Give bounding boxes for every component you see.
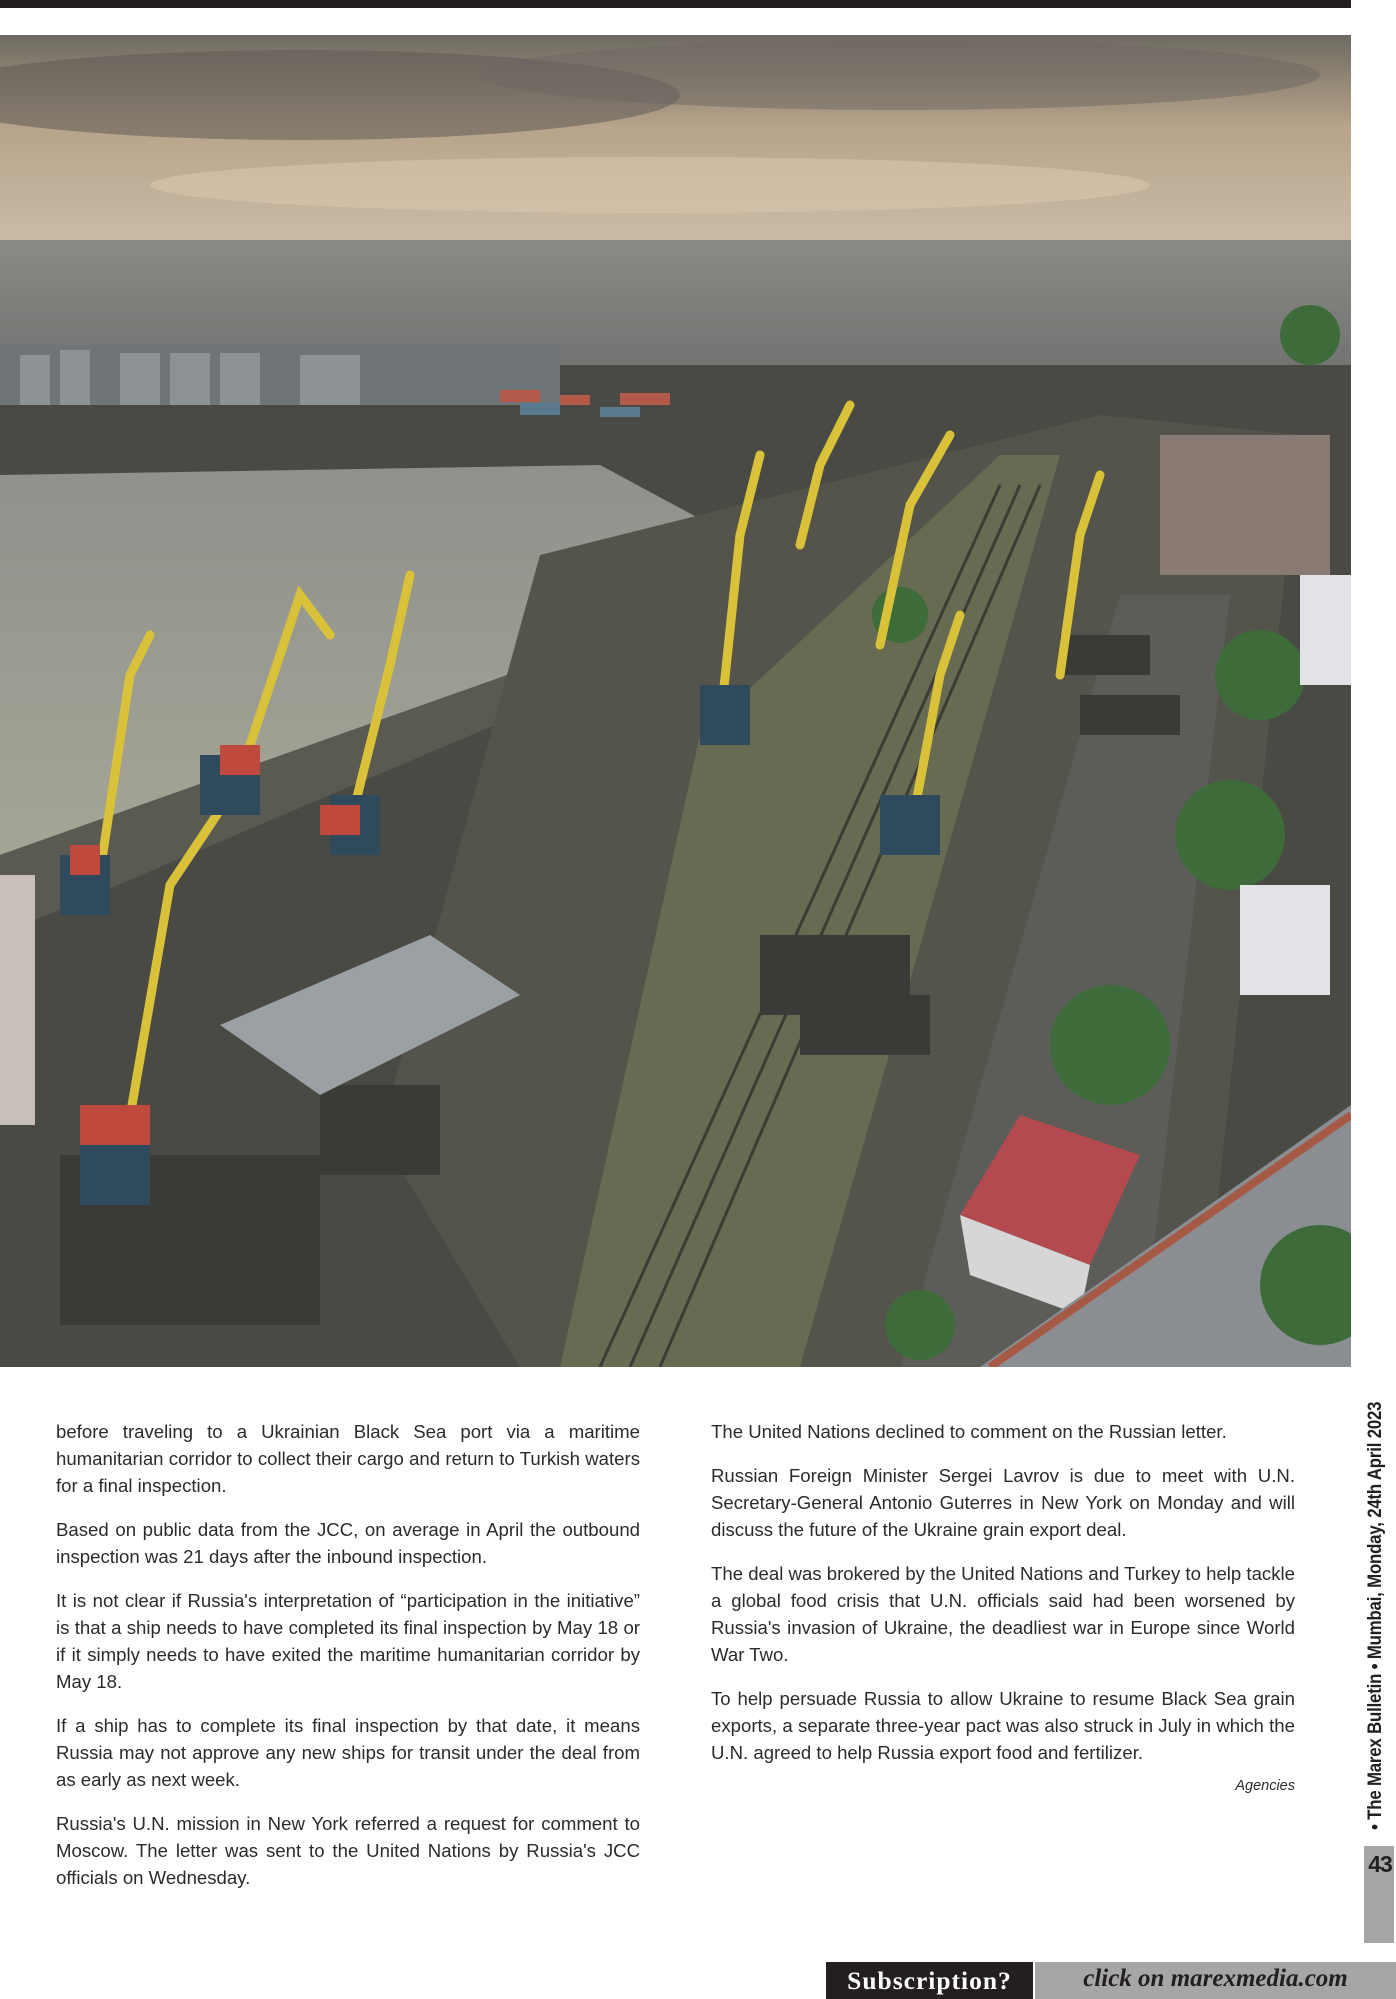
article-left-column — [56, 1418, 640, 1908]
subscription-link[interactable]: click on marexmedia.com — [1035, 1962, 1396, 1999]
publication-sidebar: • The Marex Bulletin • Mumbai, Monday, 24th April 2023 — [1364, 1401, 1386, 1830]
article-paragraph: The United Nations declined to comment on the Russian letter. — [711, 1421, 1227, 1442]
subscription-label[interactable]: Subscription? — [826, 1962, 1033, 1999]
port-aerial-photo — [0, 35, 1351, 1367]
article-paragraph: To help persuade Russia to allow Ukraine to resume Black Sea grain exports, a separate three-year pact was also struck in July in which the U.N. agreed to help Russia export food and fertilizer. — [711, 1688, 1295, 1763]
article-paragraph: before traveling to a Ukrainian Black Sea port via a maritime humanitarian corridor to collect their cargo and return to Turkish waters for a final inspection. — [56, 1421, 640, 1496]
page-number: 43 — [1368, 1851, 1392, 1877]
article-paragraph: If a ship has to complete its final inspection by that date, it means Russia may not approve any new ships for transit under the deal from as early as next week. — [56, 1715, 640, 1790]
article-paragraph: Russia's U.N. mission in New York referred a request for comment to Moscow. The letter was sent to the United Nations by Russia's JCC officials on Wednesday. — [56, 1813, 640, 1888]
article-paragraph: The deal was brokered by the United Nations and Turkey to help tackle a global food crisis that U.N. officials said had been worsened by Russia's invasion of Ukraine, the deadliest war in Europe since World War Two. — [711, 1563, 1295, 1665]
port-photo-illustration — [0, 35, 1351, 1367]
article-paragraph: Russian Foreign Minister Sergei Lavrov is due to meet with U.N. Secretary-General Antonio Guterres in New York on Monday and will discuss the future of the Ukraine grain export deal. — [711, 1465, 1295, 1540]
article-credit: Agencies — [1235, 1778, 1295, 1794]
top-rule — [0, 0, 1351, 8]
article-right-column — [711, 1418, 1295, 1800]
article-paragraph: Based on public data from the JCC, on average in April the outbound inspection was 21 days after the inbound inspection. — [56, 1519, 640, 1567]
article-paragraph: It is not clear if Russia's interpretation of “participation in the initiative” is that a ship needs to have completed its final inspection by May 18 or if it simply needs to have exited the maritime humanitarian corridor by May 18. — [56, 1590, 640, 1692]
